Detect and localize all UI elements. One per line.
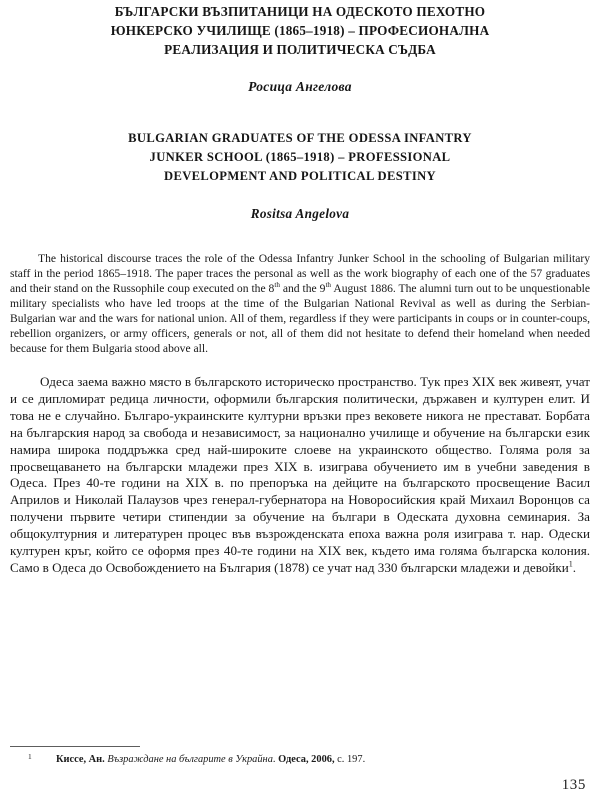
footnote-entry (10, 753, 590, 766)
page-title-bulgarian (12, 0, 588, 59)
author-bulgarian: Росица Ангелова (248, 79, 352, 95)
abstract-text-part-2: and the 9 (279, 282, 326, 295)
footnote-number: 1 (28, 752, 32, 761)
ordinal-suffix-8th: th (274, 281, 280, 290)
page-number: 135 (561, 777, 586, 793)
footnote-body (56, 753, 590, 766)
footnote-place-year: Одеса, 2006, (278, 754, 335, 765)
title-english-line-1: BULGARIAN GRADUATES OF THE ODESSA INFANTRY (128, 131, 472, 146)
title-english-line-3: DEVELOPMENT AND POLITICAL DESTINY (164, 169, 436, 184)
footnote-pages: с. 197. (337, 754, 366, 765)
main-body-paragraph (10, 357, 590, 577)
abstract-text-part-3: August 1886. The alumni turn out to be unquestionable military specialists who have led troops at the time of the Bulgarian National Revival as well as during the Serbian-Bulgarian war and the wars for national union. All of them, regardless if they were participants in coups or in counter-coups, rebellion organizers, or army officers, generals or not, all of them did not hesitate to defend their homeland when needed because for them Bulgaria stood above all. (10, 282, 590, 355)
title-bulgarian-line-3: РЕАЛИЗАЦИЯ И ПОЛИТИЧЕСКА СЪДБА (164, 42, 436, 58)
main-text-body: Одеса заема важно място в българското историческо пространство. Тук през XIX век живеят, учат и се дипломират редица личности, оформили българския политически, държавен и културен елит. И това не е случайно. Българо-украинските културни връзки през вековете никога не престават. Борбата на българския народ за свобода и независимост, за национално училище и обучение на български език намира широка поддръжка сред най-широките слоеве на украинското общество. Голяма роля за просвещаването на български младежи през XIX в. изиграва обучението им в учебни заведения в Одеса. През 40-те години на XIX в. по препоръка на дейците на българското просвещение Васил Априлов и Николай Палаузов чрез генерал-губернатора на Новоросийския край Михаил Воронцов са получени първите четири стипендии за обучение на българи в Одеската духовна семинария. За общокултурния и литературен процес във възрожденската епоха важна роля изиграва т. нар. Одески културен кръг, който се оформя през 40-те години на XIX век, където има голяма българска колония. Само в Одеса до Освобождението на България (1878) се учат над 330 български младежи и девойки (10, 373, 590, 576)
title-block (0, 0, 600, 222)
footnote-area (10, 746, 590, 766)
abstract-paragraph (10, 222, 590, 357)
footnote-work-title: Възраждане на българите в Украйна (107, 754, 273, 765)
title-bulgarian-line-1: БЪЛГАРСКИ ВЪЗПИТАНИЦИ НА ОДЕСКОТО ПЕХОТНО (114, 4, 486, 19)
main-text-terminator: . (572, 560, 577, 576)
page-title-english (12, 95, 588, 186)
abstract-text-part-1: The historical discourse traces the role of the Odessa Infantry Junker School in the schooling of Bulgarian military staff in the period 1865–1918. The paper traces the personal as well as the work biography of each one of the 57 graduates and their stand on the Russophile coup executed on the 8 (10, 252, 590, 295)
body-block (0, 222, 600, 577)
author-english: Rositsa Angelova (250, 206, 350, 222)
ordinal-suffix-9th: th (325, 281, 332, 290)
title-english-line-2: JUNKER SCHOOL (1865–1918) – PROFESSIONAL (149, 150, 451, 165)
footnote-reference-marker[interactable]: 1 (568, 559, 573, 569)
footnote-author: Киссе, Ан. (56, 754, 105, 765)
title-bulgarian-line-2: ЮНКЕРСКО УЧИЛИЩЕ (1865–1918) – ПРОФЕСИОНАЛНА (110, 23, 490, 39)
footnote-separator-rule (10, 746, 140, 747)
footnote-period: . (272, 754, 276, 765)
